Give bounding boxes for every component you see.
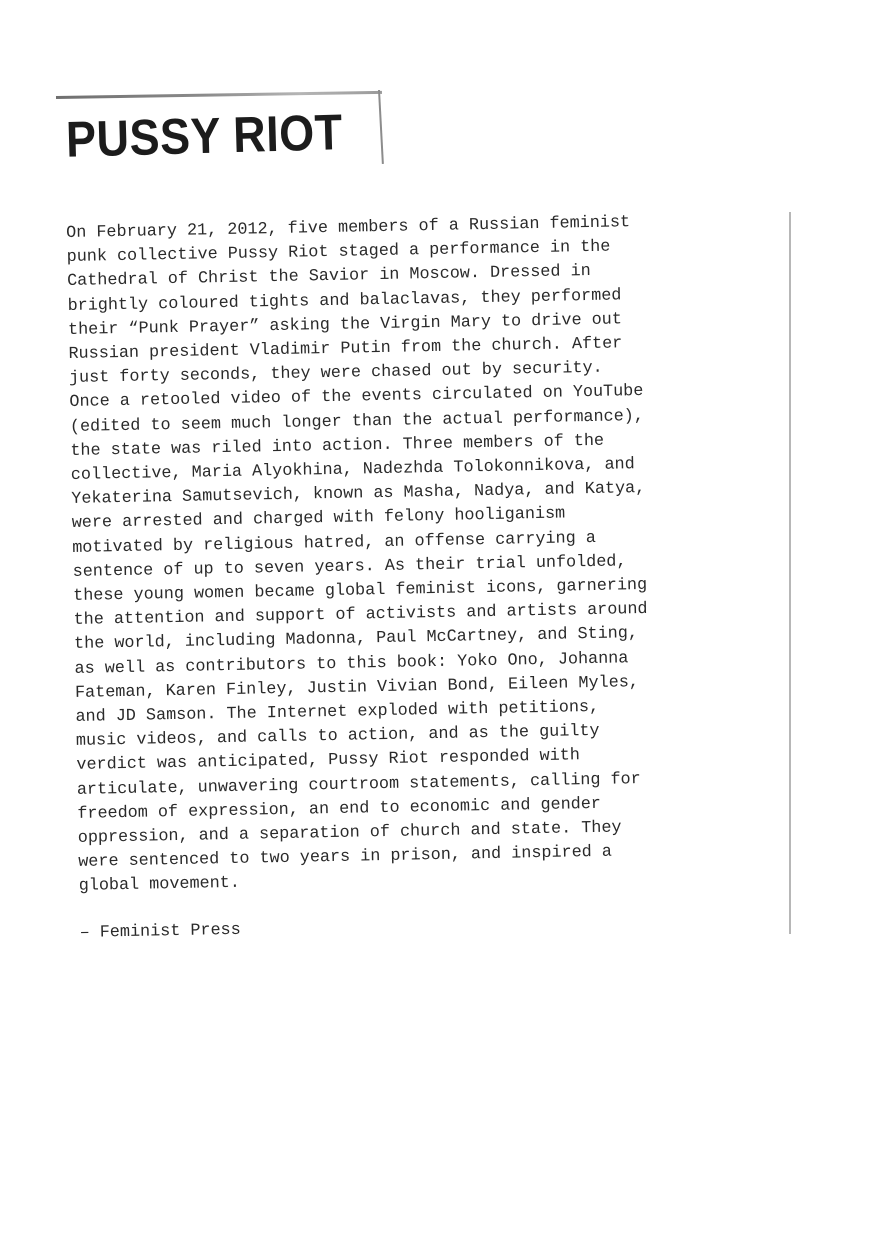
body-line: sentence of up to seven years. As their trial unfolded, (72, 552, 627, 582)
body-line: Once a retooled video of the events circulated on YouTube (69, 382, 644, 413)
body-line: articulate, unwavering courtroom statements, calling for (76, 769, 641, 800)
body-line: their “Punk Prayer” asking the Virgin Mary to drive out (67, 310, 623, 340)
title-edge-line (378, 90, 384, 164)
body-line: verdict was anticipated, Pussy Riot responded with (76, 746, 581, 776)
body-line: these young women became global feminist icons, garnering (73, 575, 648, 606)
body-line: were sentenced to two years in prison, and inspired a (78, 842, 613, 873)
attribution: – Feminist Press (79, 920, 241, 943)
body-line: freedom of expression, an end to economic and gender (77, 794, 602, 824)
body-line: and JD Samson. The Internet exploded with petitions, (75, 697, 600, 727)
body-line: Russian president Vladimir Putin from the church. After (68, 334, 623, 364)
body-line: just forty seconds, they were chased out by security. (68, 358, 603, 389)
right-margin-rule (789, 212, 791, 934)
body-line: the world, including Madonna, Paul McCartney, and Sting, (73, 624, 639, 655)
body-line: the attention and support of activists and artists around (73, 600, 648, 631)
body-line: brightly coloured tights and balaclavas, they performed (67, 285, 622, 316)
body-line: collective, Maria Alyokhina, Nadezhda Tolokonnikova, and (70, 455, 635, 485)
body-line: (edited to seem much longer than the actual performance), (69, 406, 645, 437)
body-line: motivated by religious hatred, an offense carrying a (72, 528, 597, 558)
body-line: global movement. (78, 874, 241, 897)
body-line: punk collective Pussy Riot staged a performance in the (66, 237, 611, 268)
body-line: On February 21, 2012, five members of a Russian feminist (66, 213, 631, 243)
body-text (66, 209, 780, 946)
title-block (56, 88, 388, 178)
body-line: as well as contributors to this book: Yoko Ono, Johanna (74, 648, 629, 679)
body-line: the state was riled into action. Three members of the (70, 431, 605, 461)
body-line: Cathedral of Christ the Savior in Moscow. Dressed in (66, 262, 591, 292)
body-line: Fateman, Karen Finley, Justin Vivian Bond, Eileen Myles, (74, 672, 640, 703)
title-top-rule (56, 91, 382, 99)
page-title: PUSSY RIOT (65, 103, 344, 168)
body-line: were arrested and charged with felony hooliganism (71, 504, 566, 534)
body-line: Yekaterina Samutsevich, known as Masha, Nadya, and Katya, (71, 479, 646, 510)
body-line: oppression, and a separation of church and state. They (77, 818, 622, 848)
body-line: music videos, and calls to action, and as the guilty (75, 722, 600, 752)
